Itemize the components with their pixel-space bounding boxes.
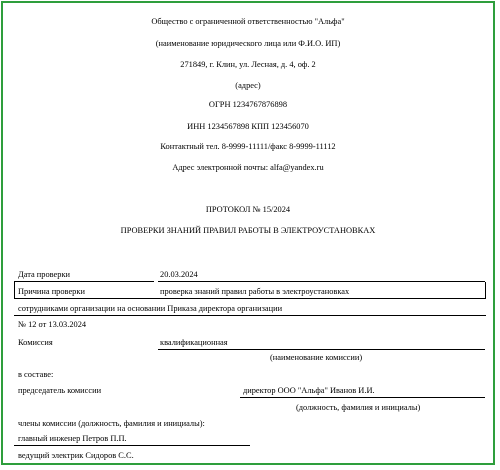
reason-line-top <box>14 298 486 299</box>
date-value-line <box>158 281 485 282</box>
ogrn: ОГРН 1234767876898 <box>208 100 288 109</box>
member-2: ведущий электрик Сидоров С.С. <box>18 451 134 460</box>
reason-line-2: сотрудниками организации на основании Приказа директора организации <box>18 304 283 313</box>
inn-kpp: ИНН 1234567898 КПП 123456070 <box>187 122 309 131</box>
email: Адрес электронной почты: alfa@yandex.ru <box>172 163 324 172</box>
commission-label: Комиссия <box>18 338 53 347</box>
reason-left-border <box>14 282 15 298</box>
date-value: 20.03.2024 <box>160 270 198 279</box>
reason-right-border <box>485 282 486 298</box>
member-1: главный инженер Петров П.П. <box>18 434 127 443</box>
chair-value: директор ООО "Альфа" Иванов И.И. <box>243 386 375 395</box>
commission-line <box>158 349 485 350</box>
date-label: Дата проверки <box>18 270 71 279</box>
chair-label: председатель комиссии <box>18 386 102 395</box>
address-caption: (адрес) <box>235 81 261 90</box>
commission-caption: (наименование комиссии) <box>270 353 363 362</box>
company-caption: (наименование юридического лица или Ф.И.О. ИП) <box>155 39 341 48</box>
members-label: члены комиссии (должность, фамилия и инициалы): <box>18 419 205 428</box>
member-1-line <box>14 445 250 446</box>
reason-line-mid <box>14 315 486 316</box>
protocol-number: ПРОТОКОЛ № 15/2024 <box>205 205 291 214</box>
protocol-subject: ПРОВЕРКИ ЗНАНИЙ ПРАВИЛ РАБОТЫ В ЭЛЕКТРОУСТАНОВКАХ <box>120 226 376 235</box>
chair-caption: (должность, фамилия и инициалы) <box>296 403 421 412</box>
reason-value: проверка знаний правил работы в электроустановках <box>160 287 350 296</box>
company-address: 271849, г. Клин, ул. Лесная, д. 4, оф. 2 <box>180 60 316 69</box>
commission-value: квалификационная <box>160 338 228 347</box>
reason-line-3: № 12 от 13.03.2024 <box>18 320 87 329</box>
company-name: Общество с ограниченной ответственностью "Альфа" <box>151 17 345 26</box>
phones: Контактный тел. 8-9999-11111/факс 8-9999-11112 <box>160 142 336 151</box>
composition-label: в составе: <box>18 370 54 379</box>
chair-line <box>240 397 485 398</box>
reason-label: Причина проверки <box>18 287 85 296</box>
date-label-line <box>14 281 154 282</box>
